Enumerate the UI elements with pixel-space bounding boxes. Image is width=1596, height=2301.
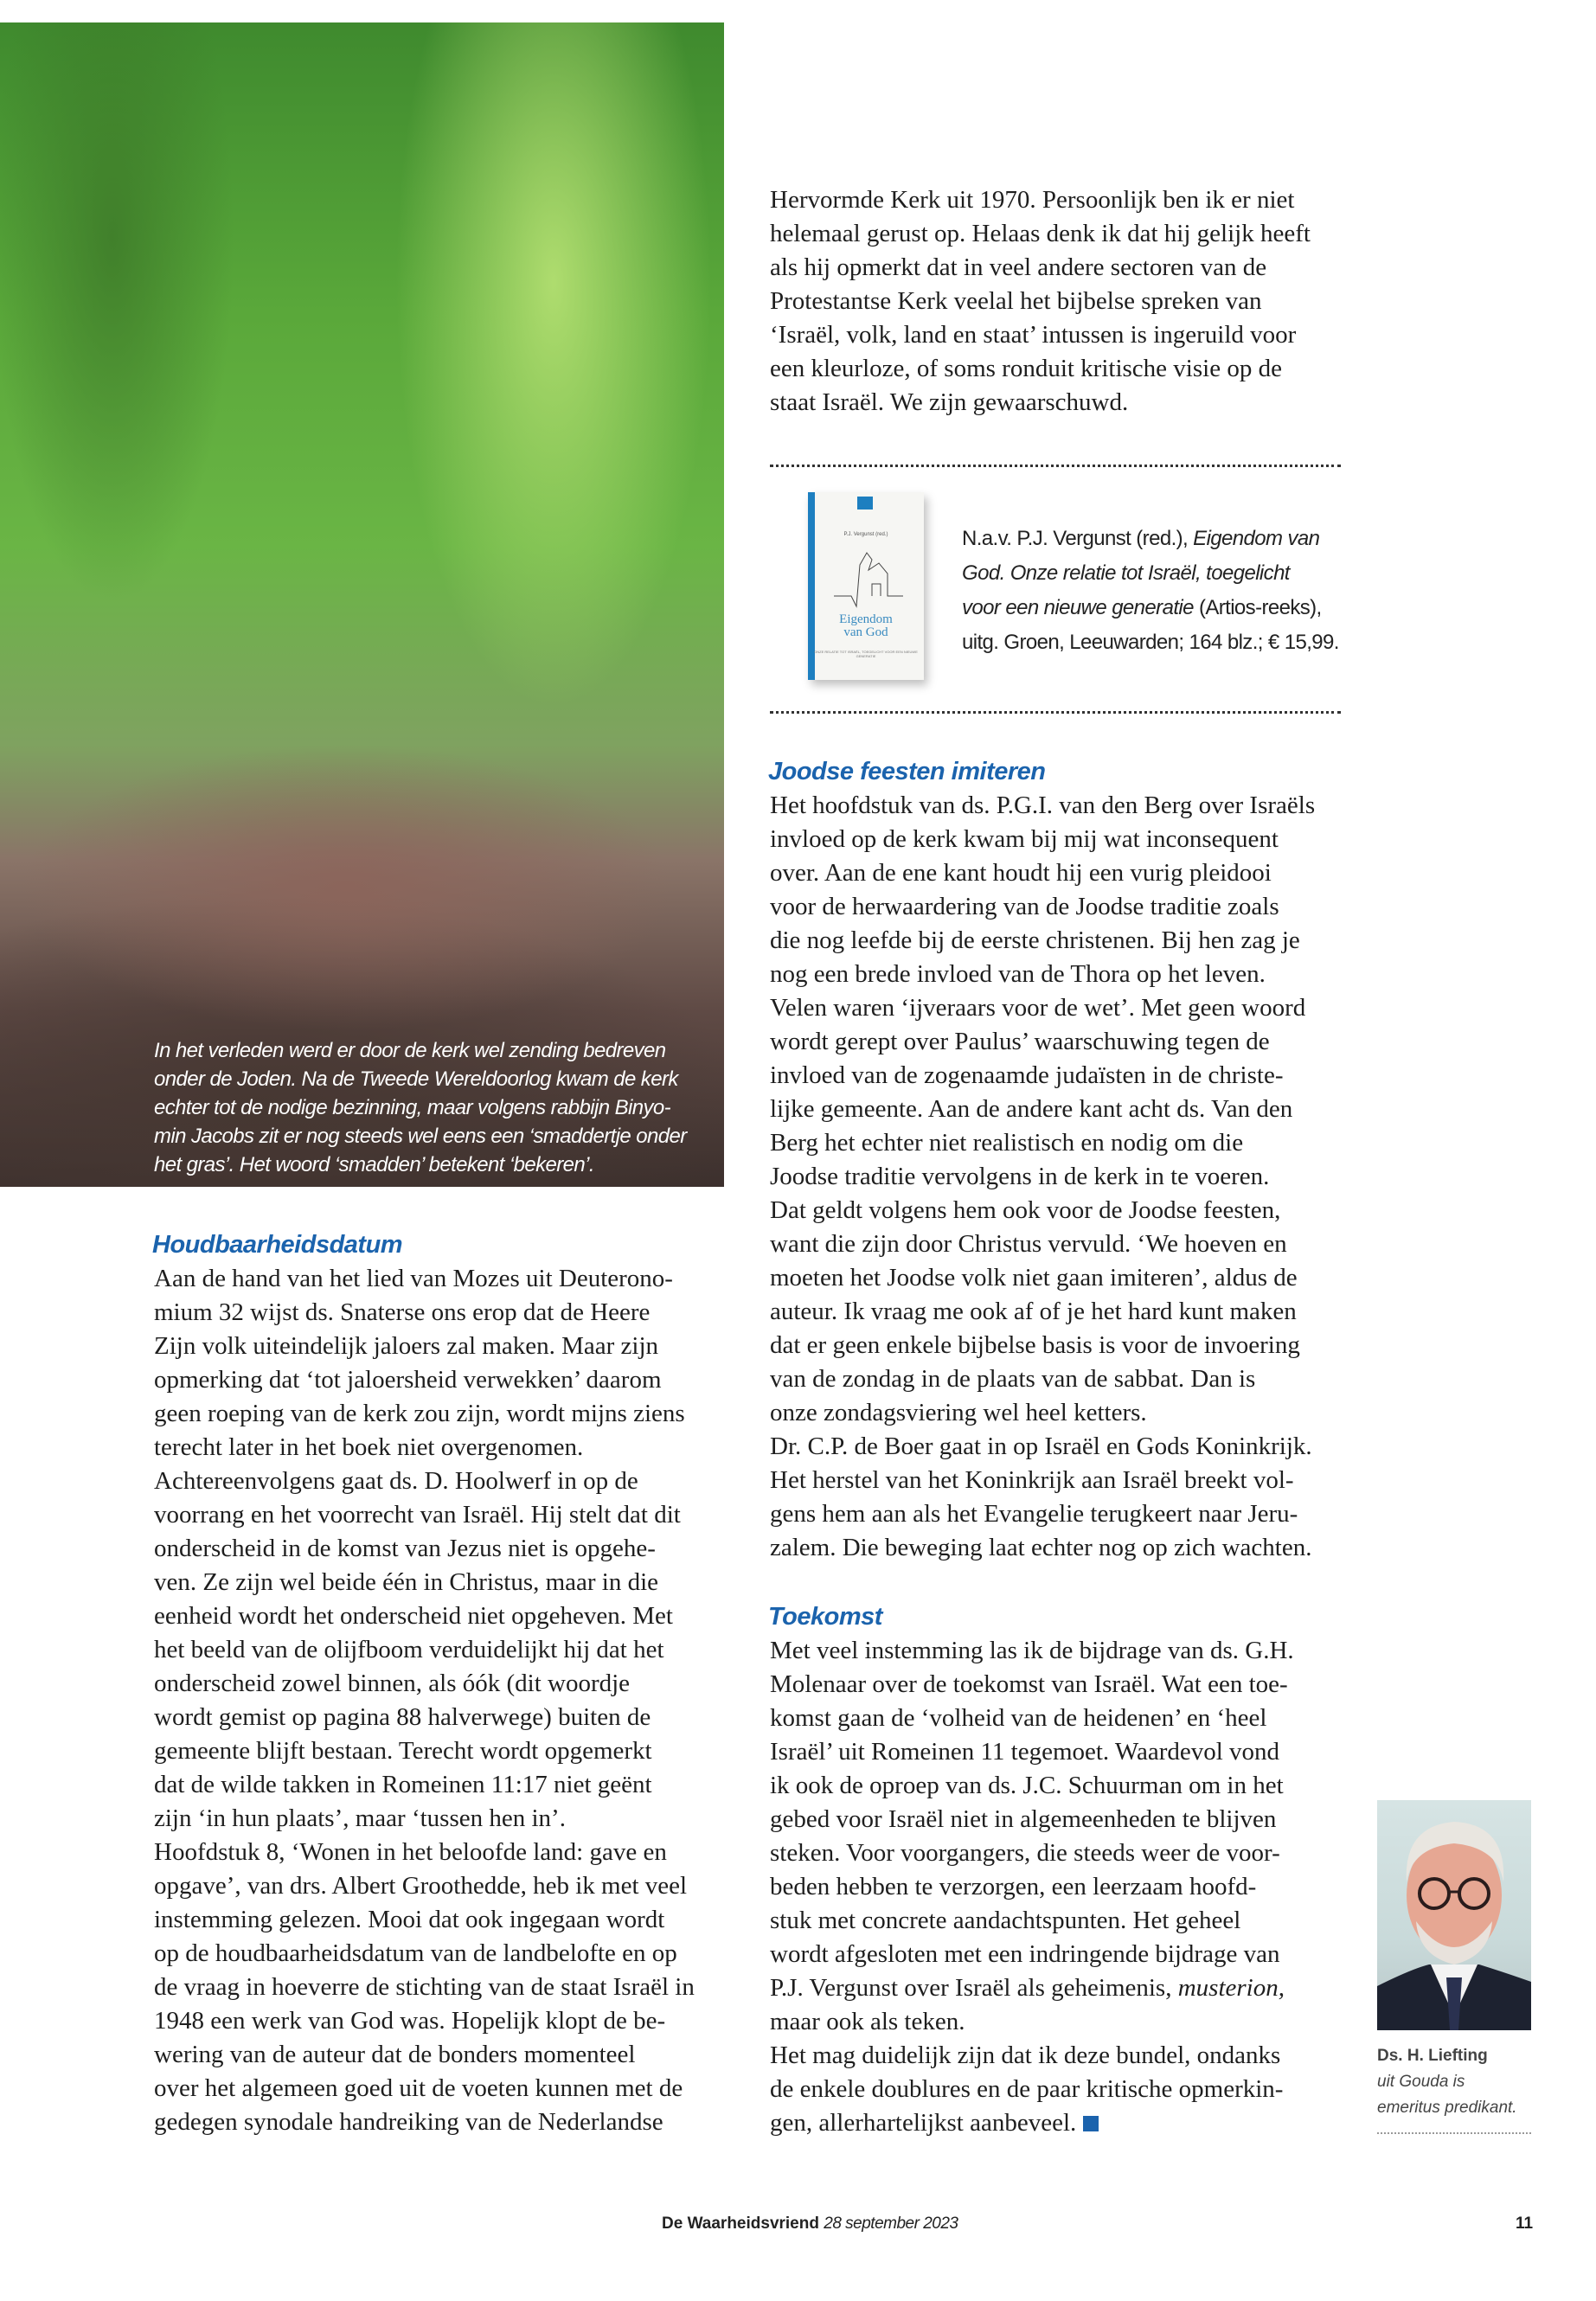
end-mark-icon bbox=[1083, 2116, 1099, 2131]
footer bbox=[662, 2214, 958, 2234]
body-line: lijke gemeente. Aan de andere kant acht ds. Van den bbox=[770, 1095, 1293, 1123]
body-line: op de houdbaarheidsdatum van de landbelofte en op bbox=[154, 1939, 677, 1967]
body-line: moeten het Joodse volk niet gaan imiteren’, aldus de bbox=[770, 1264, 1298, 1292]
body-line: over het algemeen goed uit de voeten kunnen met de bbox=[154, 2074, 683, 2102]
body-line: Het mag duidelijk zijn dat ik deze bundel, ondanks bbox=[770, 2041, 1281, 2069]
body-line: het beeld van de olijfboom verduidelijkt hij dat het bbox=[154, 1636, 664, 1663]
body-line: van de zondag in de plaats van de sabbat. Dan is bbox=[770, 1365, 1256, 1393]
body-line: gens hem aan als het Evangelie terugkeert naar Jeru- bbox=[770, 1500, 1298, 1528]
body-line: de vraag in hoeverre de stichting van de staat Israël in bbox=[154, 1973, 695, 2001]
book-cover bbox=[808, 492, 924, 680]
body-line bbox=[770, 1971, 1294, 2005]
body-line: Molenaar over de toekomst van Israël. Wat een toe- bbox=[770, 1670, 1288, 1698]
body-line: Israël’ uit Romeinen 11 tegemoet. Waardevol vond bbox=[770, 1738, 1280, 1766]
section-body bbox=[152, 1262, 695, 2139]
photo-caption bbox=[154, 1036, 687, 1179]
body-line bbox=[770, 2106, 1294, 2140]
issue-date: 28 september 2023 bbox=[824, 2214, 958, 2233]
review-series: (Artios-reeks), bbox=[1193, 596, 1322, 619]
body-line: staat Israël. We zijn gewaarschuwd. bbox=[770, 388, 1129, 416]
author-bio-line: uit Gouda is bbox=[1377, 2073, 1465, 2091]
body-text: P.J. Vergunst over Israël als geheimenis, bbox=[770, 1974, 1178, 2002]
body-line: Aan de hand van het lied van Mozes uit Deuterono- bbox=[154, 1265, 673, 1292]
body-line: instemming gelezen. Mooi dat ook ingegaan wordt bbox=[154, 1906, 665, 1933]
body-text: gen, allerhartelijkst aanbeveel. bbox=[770, 2109, 1077, 2137]
body-line: ven. Ze zijn wel beide één in Christus, maar in die bbox=[154, 1568, 659, 1596]
review-title: God. Onze relatie tot Israël, toegelicht bbox=[962, 561, 1290, 585]
body-line: Protestantse Kerk veelal het bijbelse spreken van bbox=[770, 287, 1262, 315]
body-line: want die zijn door Christus vervuld. ‘We hoeven en bbox=[770, 1230, 1287, 1258]
author-bio-line: emeritus predikant. bbox=[1377, 2099, 1517, 2117]
review-prefix: N.a.v. P.J. Vergunst (red.), bbox=[962, 527, 1194, 550]
body-line: nog een brede invloed van de Thora op het leven. bbox=[770, 960, 1266, 988]
author-name: Ds. H. Liefting bbox=[1377, 2047, 1488, 2065]
body-line: onze zondagsviering wel heel ketters. bbox=[770, 1399, 1147, 1426]
body-line: geen roeping van de kerk zou zijn, wordt mijns ziens bbox=[154, 1400, 685, 1427]
review-title: Eigendom van bbox=[1193, 527, 1320, 550]
review-publisher: uitg. Groen, Leeuwarden; 164 blz.; € 15,99. bbox=[962, 631, 1339, 654]
body-line: opmerking dat ‘tot jaloersheid verwekken’ daarom bbox=[154, 1366, 662, 1394]
body-line: gebed voor Israël niet in algemeenheden te blijven bbox=[770, 1805, 1277, 1833]
body-line: ‘Israël, volk, land en staat’ intussen is ingeruild voor bbox=[770, 321, 1297, 349]
church-drawing-icon bbox=[834, 548, 903, 608]
cover-title bbox=[808, 613, 924, 639]
body-text-italic: musterion, bbox=[1177, 1974, 1285, 2002]
body-line: Hervormde Kerk uit 1970. Persoonlijk ben ik er niet bbox=[770, 186, 1295, 214]
review-line bbox=[962, 522, 1339, 556]
body-lines bbox=[770, 2005, 1294, 2106]
body-line: zalem. Die beweging laat echter nog op zich wachten. bbox=[770, 1534, 1312, 1561]
divider bbox=[770, 465, 1341, 467]
body-line: Joodse traditie vervolgens in de kerk in te voeren. bbox=[770, 1163, 1270, 1190]
author-portrait-icon bbox=[1377, 1800, 1531, 2030]
body-line: voor de herwaardering van de Joodse traditie zoals bbox=[770, 893, 1279, 920]
body-line: Met veel instemming las ik de bijdrage van ds. G.H. bbox=[770, 1637, 1294, 1664]
body-line: 1948 een werk van God was. Hopelijk klopt de be- bbox=[154, 2007, 666, 2035]
body-line: een kleurloze, of soms ronduit kritische visie op de bbox=[770, 355, 1282, 382]
cover-author: P.J. Vergunst (red.) bbox=[843, 532, 888, 537]
body-line: mium 32 wijst ds. Snaterse ons erop dat de Heere bbox=[154, 1298, 651, 1326]
body-line: Dat geldt volgens hem ook voor de Joodse feesten, bbox=[770, 1196, 1281, 1224]
review-title: voor een nieuwe generatie bbox=[962, 596, 1194, 619]
body-line: komst gaan de ‘volheid van de heidenen’ en ‘heel bbox=[770, 1704, 1267, 1732]
body-line: beden hebben te verzorgen, een leerzaam hoofd- bbox=[770, 1873, 1257, 1900]
body-line: helemaal gerust op. Helaas denk ik dat hij gelijk heeft bbox=[770, 220, 1311, 247]
body-lines bbox=[770, 1634, 1294, 1971]
section-heading: Toekomst bbox=[768, 1603, 882, 1631]
grass-photo bbox=[0, 22, 724, 1187]
body-line: wordt gemist op pagina 88 halverwege) buiten de bbox=[154, 1703, 651, 1731]
section-heading: Houdbaarheidsdatum bbox=[152, 1231, 403, 1259]
divider bbox=[770, 711, 1341, 714]
section-body bbox=[768, 1634, 1294, 2140]
body-line: invloed van de zogenaamde judaïsten in de christe- bbox=[770, 1061, 1284, 1089]
body-line: eenheid wordt het onderscheid niet opgeheven. Met bbox=[154, 1602, 673, 1630]
body-line: Het herstel van het Koninkrijk aan Israël breekt vol- bbox=[770, 1466, 1294, 1494]
body-line: wordt afgesloten met een indringende bijdrage van bbox=[770, 1940, 1280, 1968]
review-line bbox=[962, 556, 1339, 591]
body-line: stuk met concrete aandachtspunten. Het geheel bbox=[770, 1907, 1241, 1934]
section-toekomst bbox=[768, 1600, 1294, 2140]
publication-name: De Waarheidsvriend bbox=[662, 2214, 819, 2233]
body-line: Berg het echter niet realistisch en nodig om die bbox=[770, 1129, 1244, 1157]
body-line: Velen waren ‘ijveraars voor de wet’. Met geen woord bbox=[770, 994, 1306, 1022]
caption-line: In het verleden werd er door de kerk wel zending bedreven bbox=[154, 1039, 666, 1062]
section-body bbox=[768, 789, 1315, 1565]
body-line: Hoofdstuk 8, ‘Wonen in het beloofde land: gave en bbox=[154, 1838, 667, 1866]
review-line bbox=[962, 591, 1339, 625]
section-houdbaarheidsdatum bbox=[152, 1228, 695, 2139]
cover-subtitle: ONZE RELATIE TOT ISRAËL, TOEGELICHT VOOR EEN NIEUWE GENERATIE bbox=[814, 650, 918, 658]
body-line: Achtereenvolgens gaat ds. D. Hoolwerf in op de bbox=[154, 1467, 638, 1495]
caption-line: onder de Joden. Na de Tweede Wereldoorlog kwam de kerk bbox=[154, 1067, 678, 1091]
caption-line: het gras’. Het woord ‘smadden’ betekent ‘bekeren’. bbox=[154, 1153, 594, 1176]
body-line: onderscheid zowel binnen, als óók (dit woordje bbox=[154, 1670, 631, 1697]
publisher-logo bbox=[857, 497, 873, 510]
body-line: wordt gerept over Paulus’ waarschuwing tegen de bbox=[770, 1028, 1270, 1055]
body-line: die nog leefde bij de eerste christenen. Bij hen zag je bbox=[770, 926, 1300, 954]
body-line: terecht later in het boek niet overgenomen. bbox=[154, 1433, 584, 1461]
body-line: gedegen synodale handreiking van de Nederlandse bbox=[154, 2108, 663, 2136]
cover-title-line: Eigendom bbox=[839, 612, 893, 626]
body-line: als hij opmerkt dat in veel andere sectoren van de bbox=[770, 253, 1267, 281]
body-line: maar ook als teken. bbox=[770, 2008, 965, 2035]
intro-paragraph bbox=[770, 183, 1311, 420]
caption-line: echter tot de nodige bezinning, maar volgens rabbijn Binyo- bbox=[154, 1096, 670, 1119]
body-line: ik ook de oproep van ds. J.C. Schuurman om in het bbox=[770, 1772, 1284, 1799]
body-line: Dr. C.P. de Boer gaat in op Israël en Gods Koninkrijk. bbox=[770, 1433, 1312, 1460]
body-line: Het hoofdstuk van ds. P.G.I. van den Berg over Israëls bbox=[770, 792, 1316, 819]
author-bio bbox=[1377, 2043, 1517, 2121]
body-line: onderscheid in de komst van Jezus niet is opgehe- bbox=[154, 1535, 656, 1562]
book-review-info bbox=[962, 522, 1339, 660]
divider bbox=[1377, 2132, 1531, 2134]
body-line: dat de wilde takken in Romeinen 11:17 niet geënt bbox=[154, 1771, 652, 1798]
body-line: dat er geen enkele bijbelse basis is voor de invoering bbox=[770, 1331, 1300, 1359]
body-line: opgave’, van drs. Albert Groothedde, heb ik met veel bbox=[154, 1872, 688, 1900]
body-line: de enkele doublures en de paar kritische opmerkin- bbox=[770, 2075, 1284, 2103]
body-line: zijn ‘in hun plaats’, maar ‘tussen hen in’. bbox=[154, 1804, 566, 1832]
author-photo bbox=[1377, 1800, 1531, 2030]
body-line: invloed op de kerk kwam bij mij wat inconsequent bbox=[770, 825, 1279, 853]
caption-line: min Jacobs zit er nog steeds wel eens een ‘smaddertje onder bbox=[154, 1125, 687, 1148]
body-line: steken. Voor voorgangers, die steeds weer de voor- bbox=[770, 1839, 1280, 1867]
body-line: voorrang en het voorrecht van Israël. Hij stelt dat dit bbox=[154, 1501, 681, 1529]
cover-title-line: van God bbox=[843, 625, 888, 639]
page-number: 11 bbox=[1516, 2214, 1534, 2233]
body-line: over. Aan de ene kant houdt hij een vurig pleidooi bbox=[770, 859, 1272, 887]
body-line: auteur. Ik vraag me ook af of je het hard kunt maken bbox=[770, 1298, 1297, 1325]
body-line: wering van de auteur dat de bonders momenteel bbox=[154, 2041, 636, 2068]
section-heading: Joodse feesten imiteren bbox=[768, 758, 1046, 785]
section-joodse-feesten bbox=[768, 755, 1315, 1565]
body-line: gemeente blijft bestaan. Terecht wordt opgemerkt bbox=[154, 1737, 652, 1765]
body-line: Zijn volk uiteindelijk jaloers zal maken. Maar zijn bbox=[154, 1332, 659, 1360]
